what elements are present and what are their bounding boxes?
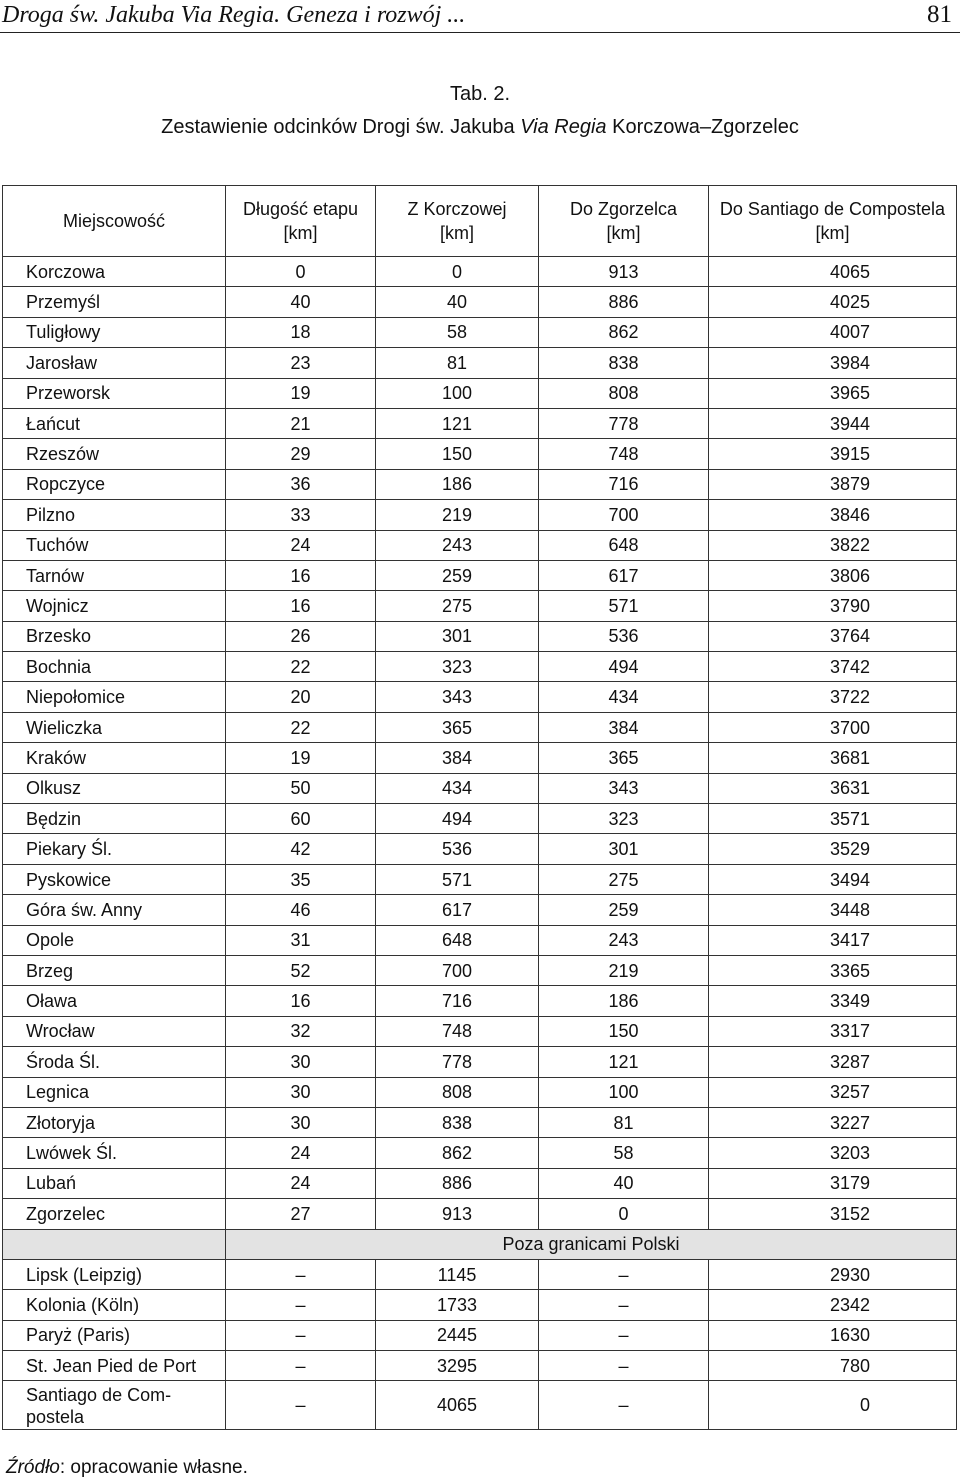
locality-cell: Wojnicz — [3, 591, 226, 621]
to-santiago-cell: 3349 — [709, 986, 957, 1016]
from-korczowa-cell: 536 — [376, 834, 539, 864]
table-title-part1: Zestawienie odcinków Drogi św. Jakuba — [161, 116, 521, 138]
table-row — [3, 469, 957, 499]
locality-cell: Środa Śl. — [3, 1047, 226, 1077]
locality-cell: Brzeg — [3, 955, 226, 985]
to-santiago-cell: 3700 — [709, 712, 957, 742]
table-row — [3, 986, 957, 1016]
to-santiago-cell: 4007 — [709, 317, 957, 347]
to-santiago-cell: 3287 — [709, 1047, 957, 1077]
stage-length-cell: 36 — [226, 469, 376, 499]
table-row — [3, 1016, 957, 1046]
from-korczowa-cell: 121 — [376, 408, 539, 438]
to-zgorzelec-cell: – — [539, 1290, 709, 1320]
locality-cell: Tarnów — [3, 560, 226, 590]
to-zgorzelec-cell: 862 — [539, 317, 709, 347]
table-row — [3, 1047, 957, 1077]
from-korczowa-cell: 4065 — [376, 1381, 539, 1430]
table-row — [3, 408, 957, 438]
table-row — [3, 1290, 957, 1320]
to-santiago-cell: 3806 — [709, 560, 957, 590]
table-row — [3, 1259, 957, 1289]
to-zgorzelec-cell: 40 — [539, 1168, 709, 1198]
locality-cell: Kolonia (Köln) — [3, 1290, 226, 1320]
from-korczowa-cell: 40 — [376, 287, 539, 317]
locality-cell: Olkusz — [3, 773, 226, 803]
stage-length-cell: 18 — [226, 317, 376, 347]
from-korczowa-cell: 81 — [376, 348, 539, 378]
stage-length-cell: – — [226, 1259, 376, 1289]
source-text: : opracowanie własne. — [59, 1457, 248, 1478]
stage-length-cell: – — [226, 1381, 376, 1430]
to-zgorzelec-cell: – — [539, 1351, 709, 1381]
header-to-santiago: Do Santiago de Compostela [km] — [709, 186, 957, 257]
locality-cell: Będzin — [3, 804, 226, 834]
to-zgorzelec-cell: 913 — [539, 257, 709, 287]
to-zgorzelec-cell: 365 — [539, 743, 709, 773]
from-korczowa-cell: 494 — [376, 804, 539, 834]
from-korczowa-cell: 748 — [376, 1016, 539, 1046]
source-label: Źródło — [6, 1457, 60, 1478]
stage-length-cell: – — [226, 1351, 376, 1381]
locality-cell: Niepołomice — [3, 682, 226, 712]
stage-length-cell: 30 — [226, 1077, 376, 1107]
stage-length-cell: 16 — [226, 560, 376, 590]
from-korczowa-cell: 323 — [376, 652, 539, 682]
locality-cell: Złotoryja — [3, 1107, 226, 1137]
header-to-zgorzelec: Do Zgorzelca [km] — [539, 186, 709, 257]
to-zgorzelec-cell: 808 — [539, 378, 709, 408]
from-korczowa-cell: 3295 — [376, 1351, 539, 1381]
running-title: Droga św. Jakuba Via Regia. Geneza i rozwój ... — [2, 2, 466, 28]
from-korczowa-cell: 0 — [376, 257, 539, 287]
locality-cell: Lubań — [3, 1168, 226, 1198]
stage-length-cell: 30 — [226, 1107, 376, 1137]
table-title-part2: Korczowa–Zgorzelec — [606, 116, 799, 138]
from-korczowa-cell: 186 — [376, 469, 539, 499]
to-zgorzelec-cell: 301 — [539, 834, 709, 864]
locality-cell: Lwówek Śl. — [3, 1138, 226, 1168]
stage-length-cell: 16 — [226, 591, 376, 621]
table-row — [3, 378, 957, 408]
table-row — [3, 1077, 957, 1107]
table-row — [3, 804, 957, 834]
table-row — [3, 348, 957, 378]
section-label: Poza granicami Polski — [226, 1229, 957, 1259]
locality-cell: Santiago de Com-postela — [3, 1381, 226, 1430]
table-row — [3, 257, 957, 287]
table-row — [3, 560, 957, 590]
header-locality: Miejscowość — [3, 186, 226, 257]
table-row — [3, 500, 957, 530]
to-zgorzelec-cell: – — [539, 1320, 709, 1350]
stage-length-cell: 50 — [226, 773, 376, 803]
locality-cell: St. Jean Pied de Port — [3, 1351, 226, 1381]
locality-cell: Przeworsk — [3, 378, 226, 408]
locality-cell: Oława — [3, 986, 226, 1016]
table-row — [3, 955, 957, 985]
distance-table — [2, 185, 957, 1430]
to-santiago-cell: 3944 — [709, 408, 957, 438]
to-zgorzelec-cell: 434 — [539, 682, 709, 712]
table-row — [3, 1199, 957, 1229]
to-zgorzelec-cell: 384 — [539, 712, 709, 742]
to-santiago-cell: 3227 — [709, 1107, 957, 1137]
to-santiago-cell: 3742 — [709, 652, 957, 682]
to-zgorzelec-cell: 886 — [539, 287, 709, 317]
to-zgorzelec-cell: 121 — [539, 1047, 709, 1077]
to-zgorzelec-cell: 748 — [539, 439, 709, 469]
page-header — [0, 0, 960, 33]
table-row — [3, 1351, 957, 1381]
to-santiago-cell: 4025 — [709, 287, 957, 317]
table-row — [3, 1381, 957, 1430]
from-korczowa-cell: 343 — [376, 682, 539, 712]
to-santiago-cell: 3448 — [709, 895, 957, 925]
from-korczowa-cell: 150 — [376, 439, 539, 469]
stage-length-cell: 40 — [226, 287, 376, 317]
to-zgorzelec-cell: 494 — [539, 652, 709, 682]
to-santiago-cell: 3965 — [709, 378, 957, 408]
locality-cell: Korczowa — [3, 257, 226, 287]
locality-cell: Jarosław — [3, 348, 226, 378]
table-title — [0, 116, 960, 139]
locality-cell: Piekary Śl. — [3, 834, 226, 864]
to-zgorzelec-cell: 259 — [539, 895, 709, 925]
to-santiago-cell: 1630 — [709, 1320, 957, 1350]
locality-cell: Bochnia — [3, 652, 226, 682]
table-row — [3, 591, 957, 621]
to-santiago-cell: 780 — [709, 1351, 957, 1381]
stage-length-cell: 24 — [226, 1168, 376, 1198]
stage-length-cell: 20 — [226, 682, 376, 712]
table-row — [3, 439, 957, 469]
locality-cell: Paryż (Paris) — [3, 1320, 226, 1350]
stage-length-cell: 31 — [226, 925, 376, 955]
source-note — [6, 1457, 248, 1479]
to-zgorzelec-cell: 343 — [539, 773, 709, 803]
from-korczowa-cell: 808 — [376, 1077, 539, 1107]
locality-cell: Pyskowice — [3, 864, 226, 894]
table-row — [3, 864, 957, 894]
header-from-korczowa: Z Korczowej [km] — [376, 186, 539, 257]
from-korczowa-cell: 275 — [376, 591, 539, 621]
table-row — [3, 530, 957, 560]
table-row — [3, 317, 957, 347]
to-santiago-cell: 3631 — [709, 773, 957, 803]
stage-length-cell: 22 — [226, 712, 376, 742]
table-row — [3, 743, 957, 773]
to-santiago-cell: 3846 — [709, 500, 957, 530]
stage-length-cell: 33 — [226, 500, 376, 530]
stage-length-cell: – — [226, 1290, 376, 1320]
table-row — [3, 925, 957, 955]
from-korczowa-cell: 384 — [376, 743, 539, 773]
stage-length-cell: 29 — [226, 439, 376, 469]
from-korczowa-cell: 886 — [376, 1168, 539, 1198]
to-santiago-cell: 3571 — [709, 804, 957, 834]
to-zgorzelec-cell: 571 — [539, 591, 709, 621]
stage-length-cell: 32 — [226, 1016, 376, 1046]
from-korczowa-cell: 838 — [376, 1107, 539, 1137]
stage-length-cell: 24 — [226, 530, 376, 560]
table-row — [3, 1138, 957, 1168]
to-santiago-cell: 2930 — [709, 1259, 957, 1289]
section-row — [3, 1229, 957, 1259]
to-santiago-cell: 0 — [709, 1381, 957, 1430]
to-zgorzelec-cell: 617 — [539, 560, 709, 590]
stage-length-cell: 23 — [226, 348, 376, 378]
to-santiago-cell: 3317 — [709, 1016, 957, 1046]
to-santiago-cell: 3203 — [709, 1138, 957, 1168]
table-row — [3, 834, 957, 864]
header-stage-length: Długość etapu [km] — [226, 186, 376, 257]
stage-length-cell: 16 — [226, 986, 376, 1016]
page-number: 81 — [927, 1, 952, 28]
to-santiago-cell: 2342 — [709, 1290, 957, 1320]
to-santiago-cell: 3529 — [709, 834, 957, 864]
locality-cell: Ropczyce — [3, 469, 226, 499]
stage-length-cell: 22 — [226, 652, 376, 682]
to-zgorzelec-cell: 243 — [539, 925, 709, 955]
to-zgorzelec-cell: 0 — [539, 1199, 709, 1229]
from-korczowa-cell: 778 — [376, 1047, 539, 1077]
locality-cell: Zgorzelec — [3, 1199, 226, 1229]
table-row — [3, 712, 957, 742]
stage-length-cell: 26 — [226, 621, 376, 651]
to-santiago-cell: 3764 — [709, 621, 957, 651]
table-row — [3, 1168, 957, 1198]
locality-cell: Brzesko — [3, 621, 226, 651]
to-santiago-cell: 3722 — [709, 682, 957, 712]
table-row — [3, 287, 957, 317]
stage-length-cell: 0 — [226, 257, 376, 287]
to-santiago-cell: 3179 — [709, 1168, 957, 1198]
section-spacer — [3, 1229, 226, 1259]
stage-length-cell: 19 — [226, 743, 376, 773]
locality-cell: Lipsk (Leipzig) — [3, 1259, 226, 1289]
from-korczowa-cell: 365 — [376, 712, 539, 742]
from-korczowa-cell: 434 — [376, 773, 539, 803]
from-korczowa-cell: 862 — [376, 1138, 539, 1168]
to-santiago-cell: 3822 — [709, 530, 957, 560]
locality-cell: Tuchów — [3, 530, 226, 560]
locality-cell: Łańcut — [3, 408, 226, 438]
to-santiago-cell: 3879 — [709, 469, 957, 499]
to-zgorzelec-cell: 275 — [539, 864, 709, 894]
from-korczowa-cell: 913 — [376, 1199, 539, 1229]
locality-cell: Wrocław — [3, 1016, 226, 1046]
table-title-italic: Via Regia — [520, 116, 607, 138]
locality-cell: Kraków — [3, 743, 226, 773]
locality-cell: Pilzno — [3, 500, 226, 530]
to-santiago-cell: 3257 — [709, 1077, 957, 1107]
table-row — [3, 1320, 957, 1350]
to-zgorzelec-cell: 150 — [539, 1016, 709, 1046]
stage-length-cell: 46 — [226, 895, 376, 925]
stage-length-cell: 35 — [226, 864, 376, 894]
to-santiago-cell: 3494 — [709, 864, 957, 894]
to-zgorzelec-cell: 186 — [539, 986, 709, 1016]
to-zgorzelec-cell: 838 — [539, 348, 709, 378]
to-santiago-cell: 4065 — [709, 257, 957, 287]
to-zgorzelec-cell: 536 — [539, 621, 709, 651]
to-zgorzelec-cell: 716 — [539, 469, 709, 499]
stage-length-cell: 30 — [226, 1047, 376, 1077]
table-row — [3, 895, 957, 925]
to-zgorzelec-cell: 219 — [539, 955, 709, 985]
to-zgorzelec-cell: 700 — [539, 500, 709, 530]
from-korczowa-cell: 301 — [376, 621, 539, 651]
from-korczowa-cell: 617 — [376, 895, 539, 925]
stage-length-cell: 21 — [226, 408, 376, 438]
locality-cell: Góra św. Anny — [3, 895, 226, 925]
to-santiago-cell: 3365 — [709, 955, 957, 985]
table-number: Tab. 2. — [449, 83, 511, 105]
from-korczowa-cell: 219 — [376, 500, 539, 530]
to-zgorzelec-cell: – — [539, 1259, 709, 1289]
table-row — [3, 621, 957, 651]
from-korczowa-cell: 700 — [376, 955, 539, 985]
table-row — [3, 682, 957, 712]
from-korczowa-cell: 1145 — [376, 1259, 539, 1289]
to-santiago-cell: 3417 — [709, 925, 957, 955]
locality-cell: Wieliczka — [3, 712, 226, 742]
locality-cell: Rzeszów — [3, 439, 226, 469]
to-santiago-cell: 3915 — [709, 439, 957, 469]
table-row — [3, 652, 957, 682]
to-zgorzelec-cell: – — [539, 1381, 709, 1430]
from-korczowa-cell: 716 — [376, 986, 539, 1016]
stage-length-cell: 60 — [226, 804, 376, 834]
stage-length-cell: 19 — [226, 378, 376, 408]
table-row — [3, 1107, 957, 1137]
to-zgorzelec-cell: 648 — [539, 530, 709, 560]
from-korczowa-cell: 2445 — [376, 1320, 539, 1350]
to-santiago-cell: 3790 — [709, 591, 957, 621]
table-header-row — [3, 186, 957, 257]
from-korczowa-cell: 259 — [376, 560, 539, 590]
to-zgorzelec-cell: 100 — [539, 1077, 709, 1107]
to-santiago-cell: 3152 — [709, 1199, 957, 1229]
locality-cell: Opole — [3, 925, 226, 955]
from-korczowa-cell: 1733 — [376, 1290, 539, 1320]
stage-length-cell: 42 — [226, 834, 376, 864]
locality-cell: Przemyśl — [3, 287, 226, 317]
stage-length-cell: 27 — [226, 1199, 376, 1229]
from-korczowa-cell: 243 — [376, 530, 539, 560]
stage-length-cell: 52 — [226, 955, 376, 985]
from-korczowa-cell: 100 — [376, 378, 539, 408]
from-korczowa-cell: 58 — [376, 317, 539, 347]
to-zgorzelec-cell: 81 — [539, 1107, 709, 1137]
to-zgorzelec-cell: 323 — [539, 804, 709, 834]
stage-length-cell: – — [226, 1320, 376, 1350]
from-korczowa-cell: 648 — [376, 925, 539, 955]
locality-cell: Tuligłowy — [3, 317, 226, 347]
to-zgorzelec-cell: 58 — [539, 1138, 709, 1168]
stage-length-cell: 24 — [226, 1138, 376, 1168]
locality-cell: Legnica — [3, 1077, 226, 1107]
to-santiago-cell: 3984 — [709, 348, 957, 378]
table-row — [3, 773, 957, 803]
from-korczowa-cell: 571 — [376, 864, 539, 894]
to-santiago-cell: 3681 — [709, 743, 957, 773]
to-zgorzelec-cell: 778 — [539, 408, 709, 438]
